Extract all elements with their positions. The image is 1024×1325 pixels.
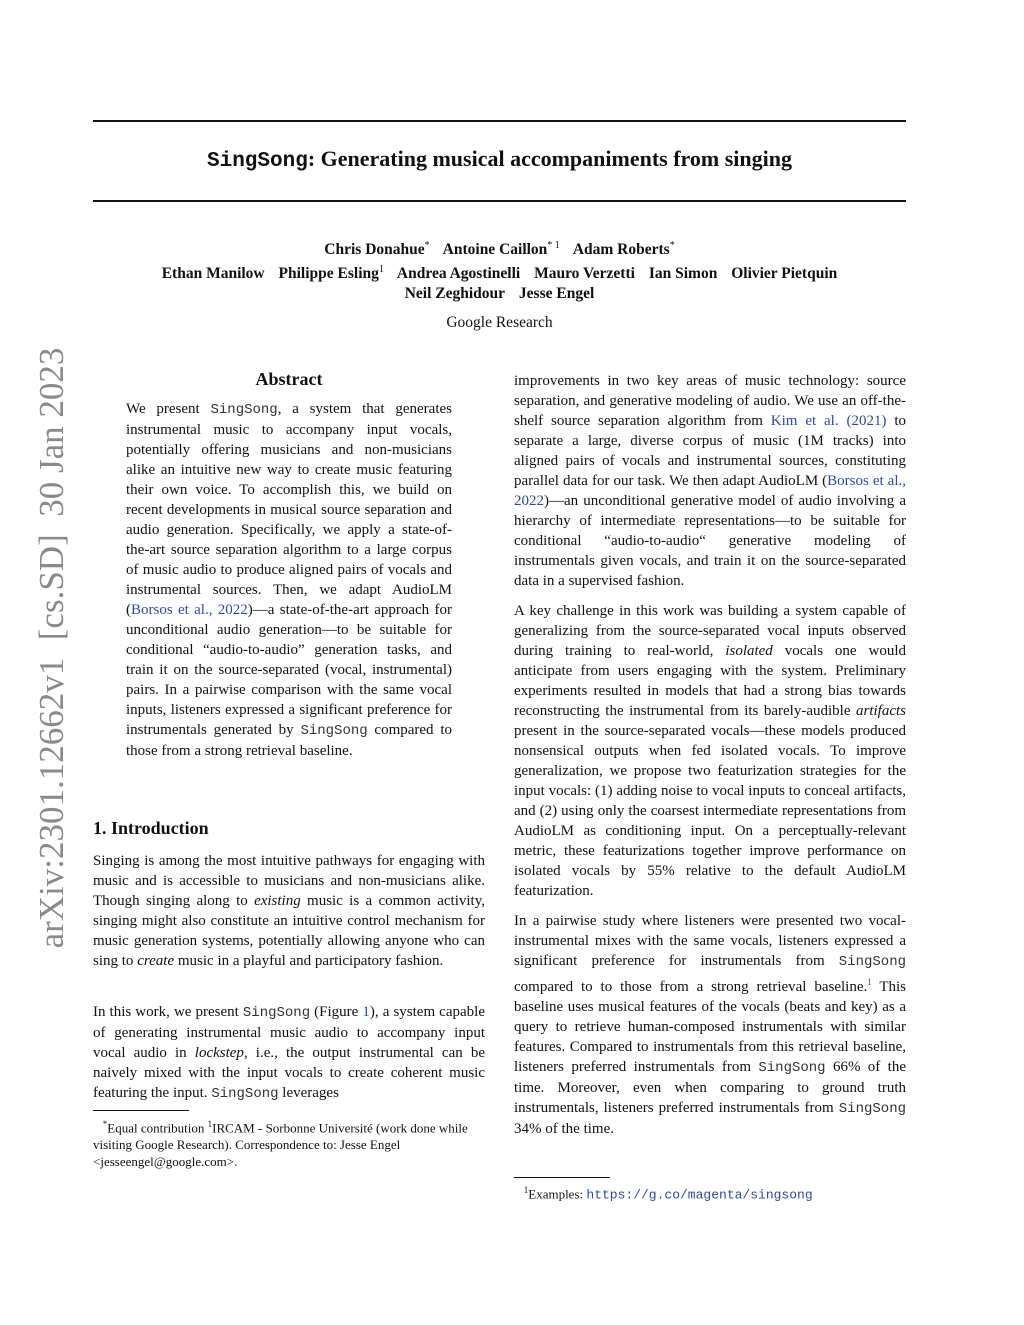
author-mark: * bbox=[424, 240, 430, 251]
citation-link[interactable]: Borsos et al., 2022 bbox=[131, 602, 248, 618]
author: Andrea Agostinelli bbox=[396, 265, 521, 283]
author: Ethan Manilow bbox=[161, 265, 265, 283]
system-name: SingSong bbox=[838, 954, 906, 970]
author-line-1 bbox=[93, 236, 906, 260]
footnote-link[interactable]: 1 bbox=[867, 977, 872, 987]
author: Philippe Esling bbox=[278, 265, 379, 283]
examples-url-link[interactable]: https://g.co/magenta/singsong bbox=[586, 1187, 813, 1203]
citation-link[interactable]: Kim et al. (2021) bbox=[770, 413, 887, 429]
system-name: SingSong bbox=[838, 1101, 906, 1117]
system-name: SingSong bbox=[210, 402, 278, 418]
author: Adam Roberts bbox=[572, 241, 670, 259]
title-system-name: SingSong bbox=[206, 150, 308, 173]
abstract-heading: Abstract bbox=[255, 369, 323, 389]
intro-paragraph-2: In this work, we present SingSong (Figure 1), a system capable of generating instrumental music audio to accompany input vocal audio in lockstep, i.e., the output instrumental can be naively mixed with the input vocals to create coherent music featuring the input. SingSong leverages bbox=[93, 1004, 485, 1102]
footnote-rule-right bbox=[514, 1177, 610, 1178]
author-line-3 bbox=[93, 284, 906, 304]
intro-paragraph-1: Singing is among the most intuitive pathways for engaging with music and is accessible to musicians and non-musicians alike. Though singing along to existing music is a common activity, singing might also constitute an intuitive control mechanism for music generation systems, potentially allowing anyone who can sing to create music in a playful and participatory fashion. bbox=[93, 853, 486, 969]
figure-link[interactable]: 1 bbox=[362, 1004, 370, 1020]
paper-title bbox=[93, 146, 906, 173]
author-mark: 1 bbox=[378, 264, 384, 276]
footnote-right: $^1$Examples: https://g.co/magenta/singsong bbox=[523, 1185, 813, 1203]
footnote-left: *Equal contribution $^1$IRCAM - Sorbonne Université (work done while visiting Google Research). Correspondence to: Jesse Engel <jesseengel@google.com>. bbox=[93, 1119, 468, 1170]
section-heading-introduction: 1. Introduction bbox=[93, 818, 209, 838]
author-mark: * bbox=[669, 240, 675, 251]
title-bottom-rule bbox=[93, 200, 906, 202]
footnote-rule-left bbox=[93, 1110, 189, 1111]
col2-paragraph-1: improvements in two key areas of music technology: source separation, and generative modeling of audio. We use an off-the-shelf source separation algorithm from Kim et al. (2021) to separate a large, diverse corpus of music (1M tracks) into aligned pairs of vocals and instrumental sources, constituting parallel data for our task. We then adapt AudioLM (Borsos et al., 2022)—an unconditional generative model of audio involving a hierarchy of intermediate representations—to be suitable for conditional “audio-to-audio“ generative modeling of instrumentals given vocals, and train it on the source-separated data in a supervised fashion. bbox=[514, 373, 906, 589]
author: Antoine Caillon bbox=[442, 241, 548, 259]
affiliation: Google Research bbox=[446, 314, 553, 331]
top-rule bbox=[93, 120, 906, 122]
system-name: SingSong bbox=[242, 1005, 311, 1021]
title-text: : Generating musical accompaniments from singing bbox=[307, 146, 792, 171]
system-name: SingSong bbox=[758, 1060, 826, 1076]
author-list bbox=[93, 236, 906, 304]
citation-link[interactable]: Borsos et al., 2022 bbox=[514, 473, 906, 509]
col2-paragraph-2: A key challenge in this work was building a system capable of generalizing from the source-separated vocal inputs observed during training to real-world, isolated vocals one would anticipate from users engaging with the system. Preliminary experiments resulted in models that had a strong bias towards reconstructing the instrumental from its barely-audible artifacts present in the source-separated vocals—these models produced nonsensical outputs when fed isolated vocals. To improve generalization, we propose two featurization strategies for the input vocals: (1) adding noise to vocal inputs to conceal artifacts, and (2) using only the coarsest intermediate representations from AudioLM as conditioning input. On a perceptually-relevant metric, these featurizations together improve performance on isolated vocals by 55% relative to the default AudioLM featurization. bbox=[514, 603, 906, 899]
author: Jesse Engel bbox=[518, 285, 595, 303]
abstract-body: We present SingSong, a system that generates instrumental music to accompany input vocals, potentially offering musicians and non-musicians alike an intuitive new way to create music featuring their own voice. To accomplish this, we build on recent developments in musical source separation and audio generation. Specifically, we apply a state-of-the-art source separation algorithm to a large corpus of music audio to produce aligned pairs of vocals and instrumental sources. Then, we adapt AudioLM (Borsos et al., 2022)—a state-of-the-art approach for unconditional audio generation—to be suitable for conditional “audio-to-audio” generation tasks, and train it on the source-separated (vocal, instrumental) pairs. In a pairwise comparison with the same vocal inputs, listeners expressed a significant preference for instrumentals generated by SingSong compared to those from a strong retrieval baseline. bbox=[126, 401, 452, 759]
author: Neil Zeghidour bbox=[404, 285, 506, 303]
author-line-2 bbox=[93, 260, 906, 284]
arxiv-stamp: arXiv:2301.12662v1 [cs.SD] 30 Jan 2023 bbox=[32, 347, 71, 949]
author: Mauro Verzetti bbox=[534, 265, 635, 283]
system-name: SingSong bbox=[211, 1086, 279, 1102]
col2-paragraph-3: In a pairwise study where listeners were presented two vocal-instrumental mixes with the same vocals, listeners expressed a significant preference for instrumentals from SingSong compared to to those from a strong retrieval baseline.$^1$ This baseline uses musical features of the vocals (beats and key) as a query to retrieve human-composed instrumentals with similar features. Compared to instrumentals from this retrieval baseline, listeners preferred instrumentals from SingSong 66% of the time. Moreover, even when comparing to ground truth instrumentals, listeners preferred instrumentals from SingSong 34% of the time. bbox=[514, 913, 906, 1137]
system-name: SingSong bbox=[300, 723, 368, 739]
author: Chris Donahue bbox=[324, 241, 425, 259]
author: Olivier Pietquin bbox=[731, 265, 838, 283]
author-mark: * 1 bbox=[547, 240, 560, 251]
author: Ian Simon bbox=[648, 265, 718, 283]
